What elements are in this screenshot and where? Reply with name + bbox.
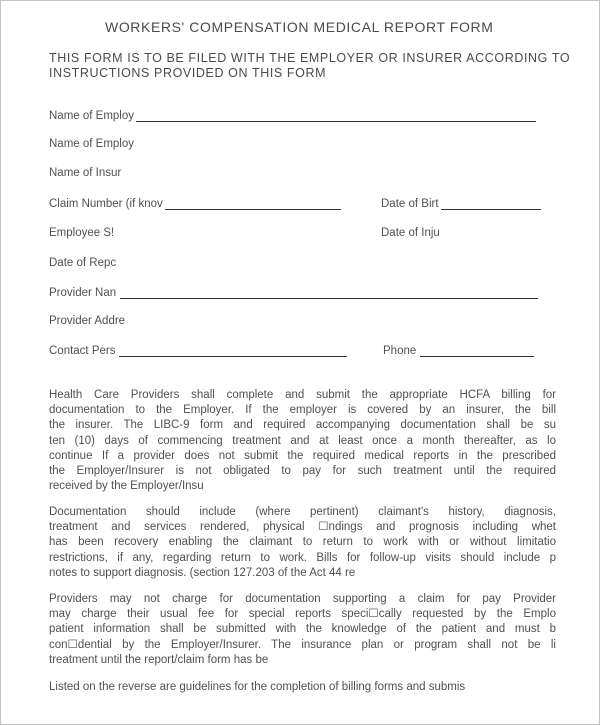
- reverse-guidelines-paragraph: [49, 680, 556, 695]
- documentation-paragraph: [49, 505, 556, 581]
- paragraph-line: treatment until the report/claim form has be: [49, 653, 269, 666]
- paragraph-line: con☐dential by the Employer/Insurer. The insurance plan or program shall not be li: [49, 638, 556, 651]
- paragraph-line: notes to support diagnosis. (section 127.203 of the Act 44 re: [49, 566, 356, 579]
- paragraph-line: Documentation should include (where pertinent) claimant's history, diagnosis,: [49, 506, 556, 518]
- instruction-line: INSTRUCTIONS PROVIDED ON THIS FORM: [49, 66, 327, 80]
- insurer-name-label: Name of Insur: [49, 167, 122, 179]
- date-of-birth-field: [381, 197, 541, 213]
- phone-label: Phone: [383, 345, 417, 357]
- employer-name-field: [49, 109, 536, 125]
- form-title: WORKERS' COMPENSATION MEDICAL REPORT FORM: [105, 19, 494, 35]
- phone-field: [383, 344, 534, 360]
- paragraph-line: Health Care Providers shall complete and submit the appropriate HCFA billing for: [49, 389, 556, 401]
- paragraph-line: has been recovery enabling the claimant to return to work with or without limitatio: [49, 536, 556, 549]
- paragraph-line: the Employer/Insurer is not obligated to pay for such treatment until the required: [49, 465, 556, 478]
- employer-name-input[interactable]: [136, 109, 536, 122]
- billing-paragraph: [49, 388, 556, 494]
- date-of-report-label: Date of Repc: [49, 257, 117, 269]
- provider-address-field: [49, 315, 125, 331]
- claim-number-field: [49, 197, 341, 213]
- provider-address-label: Provider Addre: [49, 315, 126, 327]
- instruction-line: THIS FORM IS TO BE FILED WITH THE EMPLOYER OR INSURER ACCORDING TO: [49, 51, 571, 65]
- date-of-report-field: [49, 257, 116, 273]
- contact-person-label: Contact Pers: [49, 345, 116, 357]
- paragraph-line: received by the Employer/Insu: [49, 480, 204, 493]
- paragraph-line: the insurer. The LIBC-9 form and required accompanying documentation shall be su: [49, 419, 556, 432]
- employee-ssn-label: Employee S!: [49, 227, 115, 239]
- provider-name-input[interactable]: [120, 286, 538, 299]
- employee-name-field: [49, 138, 134, 154]
- paragraph-line: treatment and services rendered, physical ☐ndings and prognosis including whet: [49, 521, 556, 534]
- employee-name-label: Name of Employ: [49, 138, 135, 150]
- employee-ssn-field: [49, 227, 114, 243]
- date-of-injury-field: [381, 227, 440, 243]
- contact-person-field: [49, 344, 347, 360]
- paragraph-line: patient information shall be submitted with the knowledge of the patient and must b: [49, 623, 556, 636]
- paragraph-line: may charge their usual fee for special reports speci☐cally requested by the Emplo: [49, 608, 556, 621]
- date-of-birth-input[interactable]: [441, 197, 541, 210]
- paragraph-line: Providers may not charge for documentation supporting a claim for pay Provider: [49, 593, 556, 605]
- paragraph-line: Listed on the reverse are guidelines for the completion of billing forms and submis: [49, 681, 466, 693]
- paragraph-line: continue If a provider does not submit the required medical reports in the prescribed: [49, 449, 556, 462]
- paragraph-line: ten (10) days of commencing treatment and at least once a month thereafter, as lo: [49, 434, 556, 447]
- charges-paragraph: [49, 592, 556, 668]
- paragraph-line: restrictions, if any, regarding return to work. Bills for follow-up visits should include p: [49, 551, 556, 564]
- employer-name-label: Name of Employ: [49, 110, 135, 122]
- paragraph-line: documentation to the Employer. If the employer is covered by an insurer, the bill: [49, 404, 556, 417]
- claim-number-label: Claim Number (if knov: [49, 198, 163, 210]
- form-instructions: [49, 51, 571, 81]
- provider-name-label: Provider Nan: [49, 287, 117, 299]
- date-of-birth-label: Date of Birt: [381, 198, 439, 210]
- claim-number-input[interactable]: [165, 197, 341, 210]
- provider-name-field: [49, 286, 538, 302]
- insurer-name-field: [49, 167, 121, 183]
- date-of-injury-label: Date of Inju: [381, 227, 440, 239]
- contact-person-input[interactable]: [119, 344, 347, 357]
- phone-input[interactable]: [420, 344, 534, 357]
